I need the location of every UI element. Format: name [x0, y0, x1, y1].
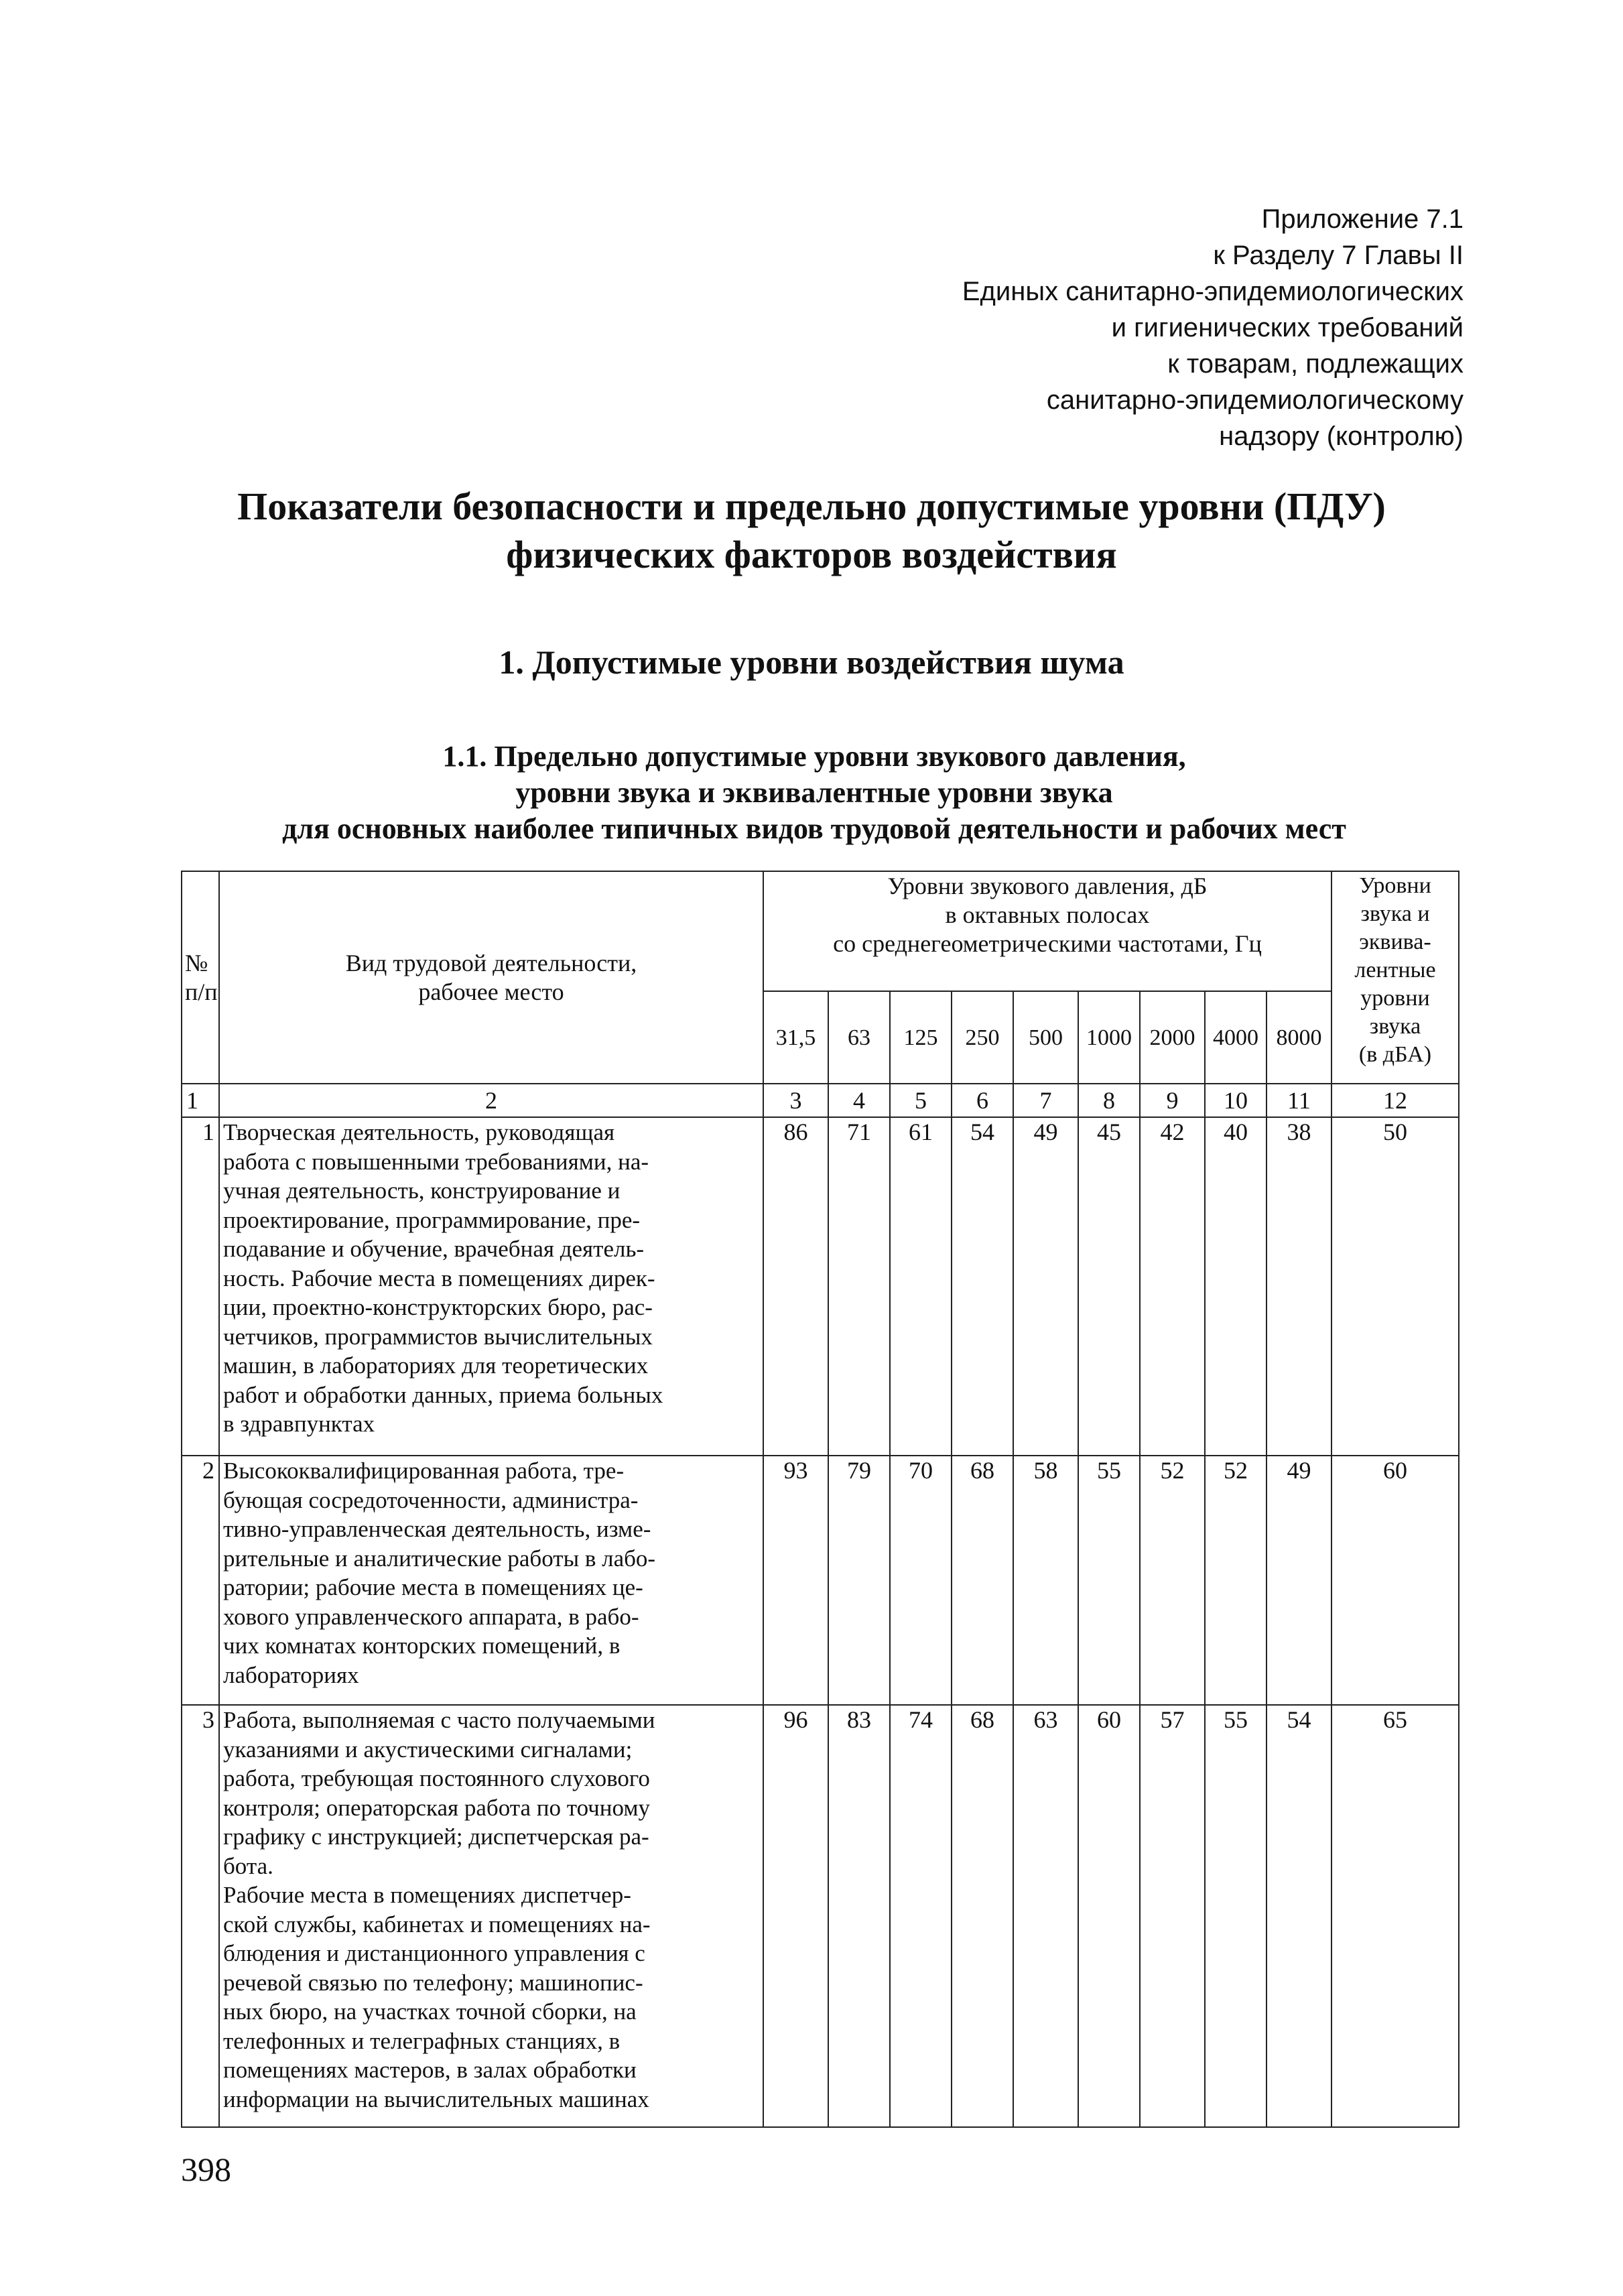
- column-number: 2: [219, 1084, 763, 1117]
- header-frequency: 63: [828, 991, 890, 1084]
- header-group-line: со среднегеометрическими частотами, Гц: [833, 930, 1262, 957]
- header-level-line: звука: [1369, 1014, 1421, 1039]
- page-title-line: Показатели безопасности и предельно допустимые уровни (ПДУ): [237, 485, 1386, 528]
- description-line: ции, проектно-конструкторских бюро, рас-: [223, 1294, 653, 1320]
- value-cell: 71: [828, 1117, 890, 1456]
- value-cell: 54: [1267, 1705, 1332, 2127]
- subsection-heading-line: уровни звука и эквивалентные уровни звука: [515, 776, 1113, 809]
- description-line: речевой связью по телефону; машинопис-: [223, 1969, 643, 1996]
- header-sound-level: [1332, 871, 1459, 1084]
- description-line: работа с повышенными требованиями, на-: [223, 1148, 649, 1175]
- description-line: чих комнатах конторских помещений, в: [223, 1633, 621, 1659]
- description-line: машин, в лабораториях для теоретических: [223, 1352, 649, 1379]
- header-level-line: звука и: [1360, 901, 1430, 926]
- header-group-line: в октавных полосах: [945, 901, 1150, 928]
- appendix-line: к товарам, подлежащих: [1167, 349, 1464, 379]
- description-line: в здравпунктах: [223, 1411, 375, 1437]
- appendix-line: Приложение 7.1: [1261, 204, 1464, 234]
- subsection-heading: [161, 739, 1468, 847]
- value-cell: 52: [1205, 1456, 1267, 1705]
- level-cell: 65: [1332, 1705, 1459, 2127]
- value-cell: 61: [890, 1117, 952, 1456]
- appendix-reference: [962, 201, 1464, 454]
- description-line: ных бюро, на участках точной сборки, на: [223, 1998, 637, 2025]
- description-line: Рабочие места в помещениях диспетчер-: [223, 1882, 631, 1908]
- table-row: [182, 1705, 1459, 2127]
- row-number: 1: [182, 1117, 219, 1456]
- value-cell: 58: [1013, 1456, 1078, 1705]
- description-line: Творческая деятельность, руководящая: [223, 1119, 615, 1145]
- value-cell: 68: [952, 1456, 1013, 1705]
- value-cell: 38: [1267, 1117, 1332, 1456]
- column-number: 12: [1332, 1084, 1459, 1117]
- value-cell: 68: [952, 1705, 1013, 2127]
- header-sound-pressure-group: [763, 871, 1332, 991]
- header-number: [182, 871, 219, 1084]
- value-cell: 86: [763, 1117, 828, 1456]
- header-frequency: 250: [952, 991, 1013, 1084]
- header-level-line: лентные: [1354, 958, 1436, 982]
- value-cell: 52: [1140, 1456, 1205, 1705]
- column-number: 10: [1205, 1084, 1267, 1117]
- value-cell: 40: [1205, 1117, 1267, 1456]
- value-cell: 74: [890, 1705, 952, 2127]
- value-cell: 49: [1013, 1117, 1078, 1456]
- level-cell: 60: [1332, 1456, 1459, 1705]
- description-line: ской службы, кабинетах и помещениях на-: [223, 1911, 651, 1937]
- header-frequency: 2000: [1140, 991, 1205, 1084]
- description-line: контроля; операторская работа по точному: [223, 1794, 650, 1821]
- description-line: Работа, выполняемая с часто получаемыми: [223, 1707, 655, 1733]
- page-title-line: физических факторов воздействия: [506, 533, 1117, 576]
- header-frequency: 500: [1013, 991, 1078, 1084]
- section-heading: 1. Допустимые уровни воздействия шума: [499, 643, 1124, 681]
- value-cell: 63: [1013, 1705, 1078, 2127]
- description-line: хового управленческого аппарата, в рабо-: [223, 1603, 639, 1630]
- header-activity: [219, 871, 763, 1084]
- column-number: 1: [182, 1084, 219, 1117]
- description-line: ность. Рабочие места в помещениях дирек-: [223, 1265, 655, 1291]
- header-number-line: №: [185, 949, 208, 976]
- header-activity-line: рабочее место: [418, 978, 564, 1005]
- header-number-line: п/п: [185, 978, 218, 1005]
- row-number: 2: [182, 1456, 219, 1705]
- description-line: учная деятельность, конструирование и: [223, 1177, 621, 1204]
- row-description: [219, 1705, 763, 2127]
- value-cell: 57: [1140, 1705, 1205, 2127]
- appendix-line: и гигиенических требований: [1111, 313, 1464, 342]
- description-line: ратории; рабочие места в помещениях це-: [223, 1574, 643, 1600]
- column-number: 11: [1267, 1084, 1332, 1117]
- column-number: 9: [1140, 1084, 1205, 1117]
- subsection-heading-line: для основных наиболее типичных видов трудовой деятельности и рабочих мест: [282, 812, 1346, 845]
- description-line: рительные и аналитические работы в лабо-: [223, 1545, 656, 1572]
- column-number: 6: [952, 1084, 1013, 1117]
- header-frequency: 4000: [1205, 991, 1267, 1084]
- description-line: помещениях мастеров, в залах обработки: [223, 2057, 637, 2083]
- row-description: [219, 1117, 763, 1456]
- description-line: телефонных и телеграфных станциях, в: [223, 2027, 621, 2054]
- row-number: 3: [182, 1705, 219, 2127]
- description-line: бующая сосредоточенности, администра-: [223, 1486, 639, 1513]
- row-description: [219, 1456, 763, 1705]
- description-line: указаниями и акустическими сигналами;: [223, 1736, 633, 1763]
- value-cell: 49: [1267, 1456, 1332, 1705]
- column-number: 4: [828, 1084, 890, 1117]
- description-line: информации на вычислительных машинах: [223, 2086, 649, 2112]
- value-cell: 54: [952, 1117, 1013, 1456]
- column-number: 7: [1013, 1084, 1078, 1117]
- header-frequency: 1000: [1078, 991, 1140, 1084]
- value-cell: 60: [1078, 1705, 1140, 2127]
- column-number: 8: [1078, 1084, 1140, 1117]
- value-cell: 83: [828, 1705, 890, 2127]
- header-frequency: 125: [890, 991, 952, 1084]
- header-activity-line: Вид трудовой деятельности,: [345, 949, 637, 976]
- column-number: 3: [763, 1084, 828, 1117]
- value-cell: 96: [763, 1705, 828, 2127]
- description-line: графику с инструкцией; диспетчерская ра-: [223, 1824, 649, 1850]
- header-level-line: (в дБА): [1358, 1042, 1432, 1067]
- description-line: Высококвалифицированная работа, тре-: [223, 1458, 625, 1484]
- column-number: 5: [890, 1084, 952, 1117]
- level-cell: 50: [1332, 1117, 1459, 1456]
- header-frequency: 31,5: [763, 991, 828, 1084]
- noise-levels-table: [181, 871, 1459, 2128]
- description-line: лабораториях: [223, 1661, 359, 1688]
- appendix-line: надзору (контролю): [1219, 422, 1464, 451]
- description-line: подавание и обучение, врачебная деятель-: [223, 1236, 645, 1262]
- page-title: [0, 483, 1623, 579]
- description-line: блюдения и дистанционного управления с: [223, 1940, 645, 1966]
- header-level-line: эквива-: [1359, 930, 1431, 954]
- appendix-line: санитарно-эпидемиологическому: [1046, 385, 1464, 415]
- value-cell: 79: [828, 1456, 890, 1705]
- description-line: работа, требующая постоянного слухового: [223, 1765, 650, 1791]
- description-line: работ и обработки данных, приема больных: [223, 1381, 663, 1408]
- appendix-line: к Разделу 7 Главы II: [1213, 241, 1464, 270]
- header-frequency: 8000: [1267, 991, 1332, 1084]
- appendix-line: Единых санитарно-эпидемиологических: [962, 277, 1464, 306]
- value-cell: 42: [1140, 1117, 1205, 1456]
- description-line: бота.: [223, 1852, 273, 1879]
- header-level-line: Уровни: [1359, 873, 1431, 898]
- column-number-row: [182, 1084, 1459, 1117]
- value-cell: 93: [763, 1456, 828, 1705]
- description-line: четчиков, программистов вычислительных: [223, 1323, 653, 1350]
- header-level-line: уровни: [1360, 986, 1430, 1011]
- value-cell: 55: [1078, 1456, 1140, 1705]
- subsection-heading-line: 1.1. Предельно допустимые уровни звукового давления,: [442, 740, 1186, 773]
- value-cell: 70: [890, 1456, 952, 1705]
- table-row: [182, 1456, 1459, 1705]
- description-line: тивно-управленческая деятельность, изме-: [223, 1516, 651, 1542]
- table-row: [182, 1117, 1459, 1456]
- value-cell: 45: [1078, 1117, 1140, 1456]
- value-cell: 55: [1205, 1705, 1267, 2127]
- page-number: 398: [181, 2151, 231, 2188]
- header-group-line: Уровни звукового давления, дБ: [887, 873, 1208, 899]
- description-line: проектирование, программирование, пре-: [223, 1206, 641, 1233]
